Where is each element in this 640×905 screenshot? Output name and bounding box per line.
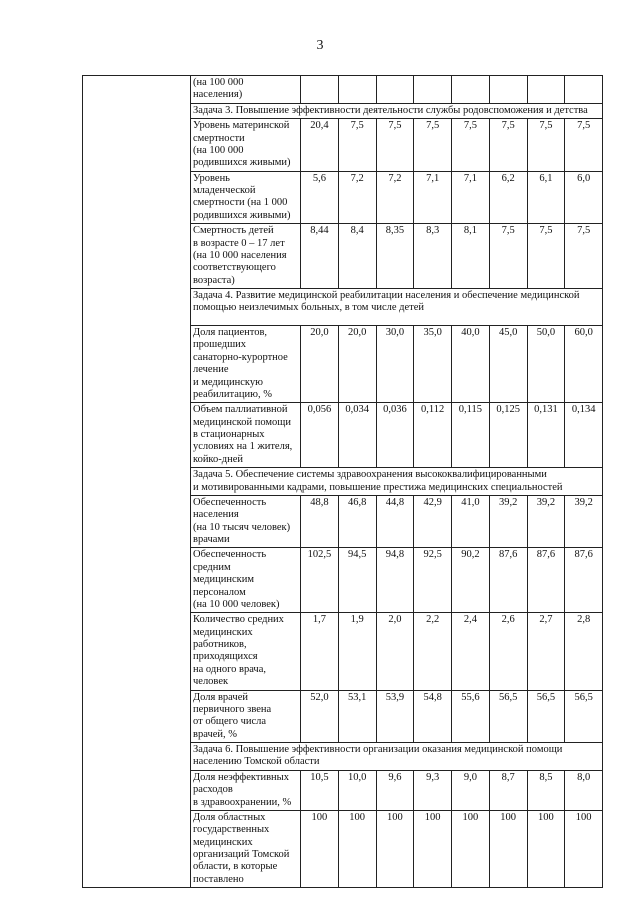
indicator-value: 0,134: [565, 403, 603, 468]
indicator-value: [414, 76, 452, 104]
indicator-value: 7,1: [414, 171, 452, 224]
indicator-value: 53,1: [338, 690, 376, 743]
indicator-label: Уровень материнской смертности (на 100 000 родившихся живыми): [191, 119, 301, 172]
indicator-value: 20,0: [338, 326, 376, 403]
indicator-value: 2,4: [452, 613, 490, 690]
indicator-row: [83, 76, 603, 104]
indicator-label: Смертность детей в возрасте 0 – 17 лет (на 10 000 населения соответствующего возраста): [191, 224, 301, 289]
indicator-value: 56,5: [489, 690, 527, 743]
indicator-value: 45,0: [489, 326, 527, 403]
indicator-value: 94,8: [376, 548, 414, 613]
indicator-value: 2,8: [565, 613, 603, 690]
indicator-value: 7,5: [338, 119, 376, 172]
indicator-value: 55,6: [452, 690, 490, 743]
indicator-value: 87,6: [565, 548, 603, 613]
indicator-value: 94,5: [338, 548, 376, 613]
indicator-value: 100: [489, 810, 527, 887]
indicator-value: 35,0: [414, 326, 452, 403]
task-heading: Задача 6. Повышение эффективности организации оказания медицинской помощи населению Томской области: [191, 743, 603, 771]
indicator-label: Доля врачей первичного звена от общего числа врачей, %: [191, 690, 301, 743]
indicator-label: Доля областных государственных медицинских организаций Томской области, в которые поставлено: [191, 810, 301, 887]
indicator-value: 44,8: [376, 495, 414, 548]
indicator-value: 10,0: [338, 770, 376, 810]
indicator-value: 7,2: [376, 171, 414, 224]
indicator-value: 8,7: [489, 770, 527, 810]
indicator-value: 7,5: [527, 224, 565, 289]
indicator-value: 7,5: [565, 119, 603, 172]
indicator-label: Доля неэффективных расходов в здравоохранении, %: [191, 770, 301, 810]
indicator-value: 39,2: [489, 495, 527, 548]
indicator-value: 52,0: [301, 690, 339, 743]
indicator-value: 39,2: [565, 495, 603, 548]
indicator-value: 48,8: [301, 495, 339, 548]
indicator-label: (на 100 000 населения): [191, 76, 301, 104]
indicators-table: [82, 75, 603, 888]
indicator-value: 2,7: [527, 613, 565, 690]
indicator-value: 7,5: [527, 119, 565, 172]
indicator-value: 54,8: [414, 690, 452, 743]
indicator-value: 87,6: [527, 548, 565, 613]
indicator-value: 0,125: [489, 403, 527, 468]
indicator-value: 2,2: [414, 613, 452, 690]
indicator-value: 8,0: [565, 770, 603, 810]
indicator-value: 100: [452, 810, 490, 887]
indicator-value: [489, 76, 527, 104]
indicator-value: 6,2: [489, 171, 527, 224]
indicator-value: 7,5: [489, 224, 527, 289]
indicator-value: 46,8: [338, 495, 376, 548]
indicator-value: 7,5: [452, 119, 490, 172]
indicator-value: 0,112: [414, 403, 452, 468]
indicator-value: 8,4: [338, 224, 376, 289]
indicator-value: 53,9: [376, 690, 414, 743]
indicator-value: 8,5: [527, 770, 565, 810]
indicator-value: 100: [414, 810, 452, 887]
indicator-value: 6,0: [565, 171, 603, 224]
indicator-value: 0,034: [338, 403, 376, 468]
indicator-label: Количество средних медицинских работников, приходящихся на одного врача, человек: [191, 613, 301, 690]
indicator-value: 9,3: [414, 770, 452, 810]
indicator-value: 8,1: [452, 224, 490, 289]
indicator-label: Уровень младенческой смертности (на 1 000 родившихся живыми): [191, 171, 301, 224]
indicator-value: 7,5: [376, 119, 414, 172]
indicator-value: 2,6: [489, 613, 527, 690]
indicator-value: 102,5: [301, 548, 339, 613]
indicator-value: [452, 76, 490, 104]
left-empty-column: [83, 76, 191, 888]
page-number: 3: [316, 38, 324, 53]
indicator-value: 92,5: [414, 548, 452, 613]
indicator-value: 90,2: [452, 548, 490, 613]
indicator-value: 100: [301, 810, 339, 887]
task-heading: Задача 3. Повышение эффективности деятельности службы родовспоможения и детства: [191, 103, 603, 118]
indicator-value: 5,6: [301, 171, 339, 224]
task-heading: Задача 4. Развитие медицинской реабилитации населения и обеспечение медицинской помощью неизлечимых больных, в том числе детей: [191, 289, 603, 326]
indicator-value: 9,6: [376, 770, 414, 810]
indicator-value: 0,131: [527, 403, 565, 468]
indicator-value: 100: [527, 810, 565, 887]
indicator-value: 8,35: [376, 224, 414, 289]
task-heading: Задача 5. Обеспечение системы здравоохранения высококвалифицированными и мотивированными кадрами, повышение престижа медицинских специальностей: [191, 468, 603, 496]
indicator-value: 7,1: [452, 171, 490, 224]
indicator-value: 100: [376, 810, 414, 887]
indicator-value: 100: [338, 810, 376, 887]
indicator-value: [527, 76, 565, 104]
indicator-value: [376, 76, 414, 104]
indicator-value: 41,0: [452, 495, 490, 548]
indicator-value: 6,1: [527, 171, 565, 224]
indicator-value: 40,0: [452, 326, 490, 403]
indicator-value: 7,5: [489, 119, 527, 172]
indicator-value: 56,5: [565, 690, 603, 743]
indicator-value: 20,0: [301, 326, 339, 403]
indicator-value: 0,115: [452, 403, 490, 468]
indicator-value: 0,036: [376, 403, 414, 468]
indicator-value: 8,3: [414, 224, 452, 289]
indicator-value: 2,0: [376, 613, 414, 690]
indicator-value: 100: [565, 810, 603, 887]
indicator-value: 50,0: [527, 326, 565, 403]
indicator-label: Обеспеченность населения (на 10 тысяч человек) врачами: [191, 495, 301, 548]
indicator-value: 8,44: [301, 224, 339, 289]
indicator-value: 20,4: [301, 119, 339, 172]
indicator-value: 9,0: [452, 770, 490, 810]
indicator-value: 10,5: [301, 770, 339, 810]
indicator-value: 0,056: [301, 403, 339, 468]
indicator-value: [301, 76, 339, 104]
indicator-value: 60,0: [565, 326, 603, 403]
indicator-value: 56,5: [527, 690, 565, 743]
indicator-value: [338, 76, 376, 104]
indicator-value: 39,2: [527, 495, 565, 548]
indicator-value: 1,9: [338, 613, 376, 690]
indicator-label: Обеспеченность средним медицинским персоналом (на 10 000 человек): [191, 548, 301, 613]
indicator-label: Доля пациентов, прошедших санаторно-курортное лечение и медицинскую реабилитацию, %: [191, 326, 301, 403]
indicator-value: [565, 76, 603, 104]
indicator-value: 7,2: [338, 171, 376, 224]
indicator-value: 42,9: [414, 495, 452, 548]
indicator-value: 30,0: [376, 326, 414, 403]
indicator-label: Объем паллиативной медицинской помощи в стационарных условиях на 1 жителя, койко-дней: [191, 403, 301, 468]
indicator-value: 1,7: [301, 613, 339, 690]
indicator-value: 7,5: [414, 119, 452, 172]
indicator-value: 87,6: [489, 548, 527, 613]
indicator-value: 7,5: [565, 224, 603, 289]
